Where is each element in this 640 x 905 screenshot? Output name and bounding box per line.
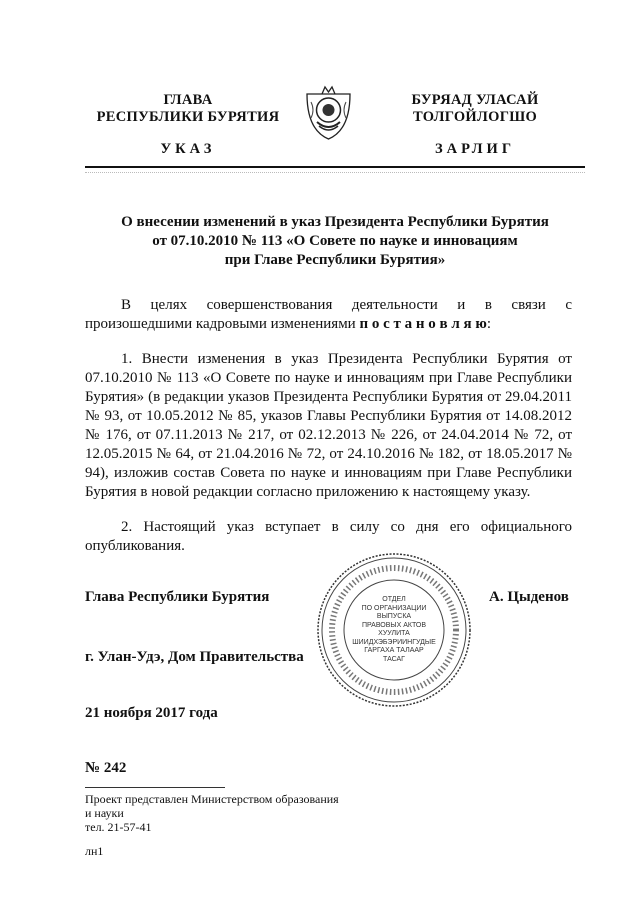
header-right-doc-type: ЗАРЛИГ	[434, 141, 516, 157]
footer-code: лн1	[85, 844, 104, 858]
preamble-text: В целях совершенствования деятельности и в связи с произошедшими кадровыми изменениями	[85, 297, 572, 332]
stamp-line4: ПРАВОВЫХ АКТОВ	[361, 621, 427, 629]
stamp-text	[344, 596, 444, 664]
header-divider-dotted	[85, 172, 585, 173]
official-stamp	[314, 550, 474, 710]
stamp-line3: ВЫПУСКА	[376, 613, 412, 620]
footer-line2: и науки	[85, 806, 124, 820]
footer-note	[85, 792, 339, 834]
header-right-line2: ТОЛГОЙЛОГШО	[412, 109, 538, 125]
signature-position: Глава Республики Бурятия	[85, 589, 270, 605]
title-line1: О внесении изменений в указ Президента Республики Бурятия	[121, 214, 549, 230]
signature-name: А. Цыденов	[489, 589, 569, 605]
decree-number: № 242	[85, 760, 127, 776]
header-left-title	[88, 92, 288, 126]
stamp-line1: ОТДЕЛ	[382, 596, 406, 603]
document-title	[85, 213, 585, 270]
footer-line3: тел. 21-57-41	[85, 820, 152, 834]
header-right-title	[370, 92, 580, 126]
preamble-end: :	[486, 316, 492, 332]
footer-line1: Проект представлен Министерством образования	[85, 792, 339, 806]
header-divider	[85, 166, 585, 168]
stamp-line5: ХУУЛИТА	[378, 630, 410, 637]
header-right-line1: БУРЯАД УЛАСАЙ	[411, 92, 539, 108]
preamble-paragraph	[85, 296, 572, 334]
stamp-line7: ГАРГАХА ТАЛААР	[364, 647, 424, 654]
item-2-paragraph: 2. Настоящий указ вступает в силу со дня его официального опубликования.	[85, 519, 572, 554]
header-left-line1: ГЛАВА	[163, 92, 213, 108]
title-line2: от 07.10.2010 № 113 «О Совете по науке и инновациям	[152, 233, 518, 249]
emblem-icon	[301, 82, 356, 142]
signature-date: 21 ноября 2017 года	[85, 705, 218, 721]
stamp-line2: ПО ОРГАНИЗАЦИИ	[361, 604, 427, 612]
signature-place: г. Улан-Удэ, Дом Правительства	[85, 649, 304, 665]
header-left-doc-type: УКАЗ	[160, 141, 216, 157]
item-1-paragraph: 1. Внести изменения в указ Президента Республики Бурятия от 07.10.2010 № 113 «О Совете по науке и инновациям при Главе Республики Бурятия» (в редакции указов Президента Республики Бурятия от 29.04.2011 № 93, от 10.05.2012 № 85, указов Главы Республики Бурятия от 14.08.2012 № 176, от 07.11.2013 № 217, от 02.12.2013 № 226, от 24.04.2014 № 72, от 12.05.2015 № 64, от 21.04.2016 № 72, от 24.10.2016 № 182, от 18.05.2017 № 94), изложив состав Совета по науке и инновациям при Главе Республики Бурятия в новой редакции согласно приложению к настоящему указу.	[85, 351, 572, 500]
header-left-line2: РЕСПУБЛИКИ БУРЯТИЯ	[96, 109, 280, 125]
stamp-line8: ТАСАГ	[383, 655, 405, 663]
stamp-line6: ШИИДХЭБЭРИИНГУДЫЕ	[352, 638, 436, 646]
footer-divider	[85, 787, 225, 788]
title-line3: при Главе Республики Бурятия»	[224, 252, 446, 268]
decree-word: п о с т а н о в л я ю	[359, 316, 487, 332]
